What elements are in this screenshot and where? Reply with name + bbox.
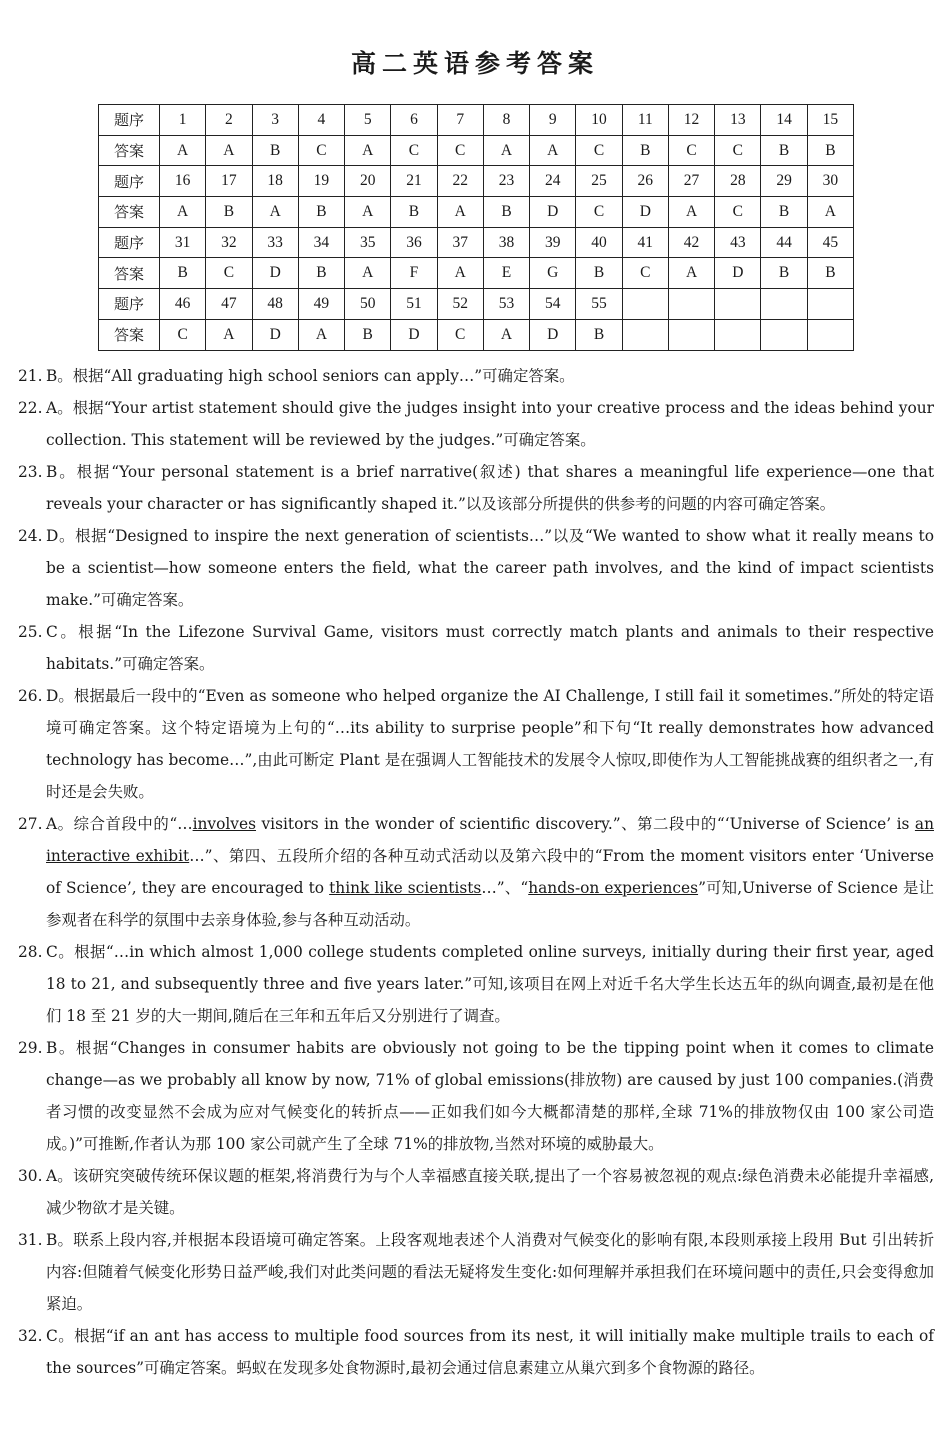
- text-segment: A。综合首段中的“…: [46, 815, 193, 833]
- table-cell: 46: [160, 289, 206, 320]
- table-cell: 42: [668, 227, 714, 258]
- underlined-phrase: hands-on experiences: [528, 879, 699, 897]
- table-cell: B: [483, 197, 529, 228]
- table-cell: 20: [345, 166, 391, 197]
- table-cell: C: [715, 197, 761, 228]
- table-cell: G: [530, 258, 576, 289]
- question-number: 26.: [18, 687, 43, 705]
- text-segment: ”可知,Universe of Science 是让参观者在科学的氛围中去亲身体验,参与各种互动活动。: [46, 879, 935, 929]
- table-cell: B: [761, 135, 807, 166]
- row-label: 答案: [99, 197, 160, 228]
- explanation-text: D。根据最后一段中的“Even as someone who helped organize the AI Challenge, I still fail it sometimes.”所处的特定语境可确定答案。这个特定语境为上句的“…its ability to surprise people”和下句“It really demonstrates how advanced technology has become…”,由此可断定 Plant 是在强调人工智能技术的发展令人惊叹,即使作为人工智能挑战赛的组织者之一,有时还是会失败。: [46, 687, 934, 801]
- table-cell: 45: [807, 227, 853, 258]
- table-cell: B: [345, 319, 391, 350]
- explanation-item: [18, 456, 934, 520]
- table-cell: 54: [530, 289, 576, 320]
- question-number: 31.: [18, 1231, 43, 1249]
- table-cell: 3: [252, 105, 298, 136]
- table-cell: 37: [437, 227, 483, 258]
- page-title: 高二英语参考答案: [350, 49, 599, 78]
- table-cell: 21: [391, 166, 437, 197]
- table-cell: B: [252, 135, 298, 166]
- explanation-text: D。根据“Designed to inspire the next generation of scientists…”以及“We wanted to show what it really means to be a scientist—how someone enters the field, what the career path involves, and the kind of impact scientists make.”可确定答案。: [46, 527, 934, 609]
- table-cell: 49: [298, 289, 344, 320]
- table-cell: 17: [206, 166, 252, 197]
- table-cell: 26: [622, 166, 668, 197]
- question-number: 23.: [18, 463, 43, 481]
- table-cell: 43: [715, 227, 761, 258]
- table-cell: [715, 319, 761, 350]
- row-label: 题序: [99, 105, 160, 136]
- explanation-text: C。根据“if an ant has access to multiple food sources from its nest, it will initially make multiple trails to each of the sources”可确定答案。蚂蚁在发现多处食物源时,最初会通过信息素建立从巢穴到多个食物源的路径。: [46, 1327, 934, 1377]
- explanation-item: [18, 1320, 934, 1384]
- table-cell: C: [437, 319, 483, 350]
- table-cell: D: [530, 319, 576, 350]
- table-cell: 25: [576, 166, 622, 197]
- table-cell: B: [298, 197, 344, 228]
- table-cell: A: [437, 258, 483, 289]
- row-label: 题序: [99, 166, 160, 197]
- table-cell: A: [483, 319, 529, 350]
- table-cell: A: [668, 197, 714, 228]
- table-cell: A: [668, 258, 714, 289]
- table-cell: A: [252, 197, 298, 228]
- explanation-text: C。根据“…in which almost 1,000 college students completed online surveys, initially during their first year, aged 18 to 21, and subsequently three and five years later.”可知,该项目在网上对近千名大学生长达五年的纵向调查,最初是在他们 18 至 21 岁的大一期间,随后在三年和五年后又分别进行了调查。: [46, 943, 934, 1025]
- table-cell: 38: [483, 227, 529, 258]
- explanation-item: [18, 936, 934, 1032]
- table-cell: 34: [298, 227, 344, 258]
- table-cell: 22: [437, 166, 483, 197]
- table-cell: 36: [391, 227, 437, 258]
- table-row: [99, 319, 854, 350]
- underlined-phrase: involves: [192, 815, 257, 833]
- table-cell: A: [206, 319, 252, 350]
- table-cell: B: [206, 197, 252, 228]
- explanation-item: [18, 1032, 934, 1160]
- table-cell: 47: [206, 289, 252, 320]
- explanation-item: [18, 616, 934, 680]
- table-cell: D: [715, 258, 761, 289]
- question-number: 25.: [18, 623, 43, 641]
- table-cell: 51: [391, 289, 437, 320]
- table-cell: 4: [298, 105, 344, 136]
- explanation-text: B。根据“All graduating high school seniors can apply…”可确定答案。: [46, 367, 575, 385]
- table-cell: 52: [437, 289, 483, 320]
- table-cell: 40: [576, 227, 622, 258]
- table-cell: 31: [160, 227, 206, 258]
- table-cell: [668, 289, 714, 320]
- explanation-item: [18, 1224, 934, 1320]
- table-cell: [622, 319, 668, 350]
- table-cell: 2: [206, 105, 252, 136]
- question-number: 29.: [18, 1039, 43, 1057]
- explanation-text: A。根据“Your artist statement should give the judges insight into your creative process and the ideas behind your collection. This statement will be reviewed by the judges.”可确定答案。: [46, 399, 934, 449]
- answer-table: [98, 104, 854, 351]
- table-cell: E: [483, 258, 529, 289]
- table-cell: A: [807, 197, 853, 228]
- table-row: [99, 166, 854, 197]
- table-cell: 53: [483, 289, 529, 320]
- table-cell: 15: [807, 105, 853, 136]
- table-row: [99, 135, 854, 166]
- table-cell: B: [298, 258, 344, 289]
- table-cell: C: [298, 135, 344, 166]
- table-cell: A: [483, 135, 529, 166]
- table-cell: B: [576, 319, 622, 350]
- row-label: 答案: [99, 258, 160, 289]
- table-cell: [807, 289, 853, 320]
- table-cell: C: [576, 197, 622, 228]
- explanation-text: A。该研究突破传统环保议题的框架,将消费行为与个人幸福感直接关联,提出了一个容易被忽视的观点:绿色消费未必能提升幸福感,减少物欲才是关键。: [46, 1167, 934, 1217]
- question-number: 22.: [18, 399, 43, 417]
- table-cell: B: [622, 135, 668, 166]
- table-cell: A: [160, 135, 206, 166]
- table-cell: 28: [715, 166, 761, 197]
- table-cell: A: [530, 135, 576, 166]
- explanation-item: [18, 520, 934, 616]
- table-cell: 24: [530, 166, 576, 197]
- table-cell: 48: [252, 289, 298, 320]
- question-number: 27.: [18, 815, 43, 833]
- table-row: [99, 258, 854, 289]
- explanation-item: [18, 392, 934, 456]
- table-cell: 7: [437, 105, 483, 136]
- table-cell: 9: [530, 105, 576, 136]
- table-cell: A: [345, 197, 391, 228]
- explanation-item: [18, 680, 934, 808]
- underlined-phrase: an interactive exhibit: [46, 815, 934, 865]
- explanation-item: [18, 1160, 934, 1224]
- table-cell: A: [345, 258, 391, 289]
- table-cell: D: [622, 197, 668, 228]
- explanation-text: B。根据“Your personal statement is a brief narrative(叙述) that shares a meaningful life experience—one that reveals your character or has significantly shaped it.”以及该部分所提供的供参考的问题的内容可确定答案。: [46, 463, 934, 513]
- table-cell: 33: [252, 227, 298, 258]
- table-cell: B: [807, 258, 853, 289]
- table-cell: D: [530, 197, 576, 228]
- table-cell: [761, 289, 807, 320]
- text-segment: …”、“: [481, 879, 529, 897]
- explanation-text: B。联系上段内容,并根据本段语境可确定答案。上段客观地表述个人消费对气候变化的影响有限,本段则承接上段用 But 引出转折内容:但随着气候变化形势日益严峻,我们对此类问题的看法无疑将发生变化:如何理解并承担我们在环境问题中的责任,只会变得愈加紧迫。: [46, 1231, 934, 1313]
- row-label: 答案: [99, 135, 160, 166]
- table-cell: 14: [761, 105, 807, 136]
- row-label: 题序: [99, 289, 160, 320]
- table-cell: D: [252, 319, 298, 350]
- table-cell: B: [160, 258, 206, 289]
- table-cell: C: [391, 135, 437, 166]
- table-row: [99, 197, 854, 228]
- table-cell: 19: [298, 166, 344, 197]
- table-cell: A: [345, 135, 391, 166]
- explanation-list: [18, 360, 934, 1384]
- underlined-phrase: think like scientists: [329, 879, 482, 897]
- table-cell: 6: [391, 105, 437, 136]
- explanation-item: [18, 808, 934, 936]
- table-cell: 8: [483, 105, 529, 136]
- table-cell: 50: [345, 289, 391, 320]
- table-cell: 23: [483, 166, 529, 197]
- table-cell: C: [622, 258, 668, 289]
- table-cell: 12: [668, 105, 714, 136]
- table-cell: A: [160, 197, 206, 228]
- explanation-text: [46, 815, 934, 929]
- table-cell: 11: [622, 105, 668, 136]
- question-number: 28.: [18, 943, 43, 961]
- table-cell: B: [391, 197, 437, 228]
- question-number: 30.: [18, 1167, 43, 1185]
- table-cell: 13: [715, 105, 761, 136]
- explanation-text: B。根据“Changes in consumer habits are obviously not going to be the tipping point when it comes to climate change—as we probably all know by now, 71% of global emissions(排放物) are caused by just 100 companies.(消费者习惯的改变显然不会成为应对气候变化的转折点——正如我们如今大概都清楚的那样,全球 71%的排放物仅由 100 家公司造成。)”可推断,作者认为那 100 家公司就产生了全球 71%的排放物,当然对环境的威胁最大。: [46, 1039, 934, 1153]
- table-cell: A: [437, 197, 483, 228]
- table-cell: [715, 289, 761, 320]
- text-segment: …”、第四、五段所介绍的各种互动式活动以及第六段中的“From the moment visitors enter ‘Universe of Science’, they are encouraged to: [46, 847, 934, 897]
- row-label: 答案: [99, 319, 160, 350]
- table-cell: 32: [206, 227, 252, 258]
- table-cell: 39: [530, 227, 576, 258]
- table-cell: C: [668, 135, 714, 166]
- table-cell: 35: [345, 227, 391, 258]
- table-cell: 29: [761, 166, 807, 197]
- table-cell: 10: [576, 105, 622, 136]
- table-cell: [807, 319, 853, 350]
- table-cell: 16: [160, 166, 206, 197]
- table-cell: C: [437, 135, 483, 166]
- table-row: [99, 289, 854, 320]
- table-cell: 27: [668, 166, 714, 197]
- table-row: [99, 227, 854, 258]
- question-number: 24.: [18, 527, 43, 545]
- table-cell: B: [576, 258, 622, 289]
- table-cell: 18: [252, 166, 298, 197]
- table-cell: [761, 319, 807, 350]
- text-segment: visitors in the wonder of scientific discovery.”、第二段中的“‘Universe of Science’ is: [256, 815, 915, 833]
- table-row: [99, 105, 854, 136]
- table-cell: 1: [160, 105, 206, 136]
- table-cell: 5: [345, 105, 391, 136]
- table-cell: F: [391, 258, 437, 289]
- question-number: 21.: [18, 367, 43, 385]
- table-cell: A: [206, 135, 252, 166]
- table-cell: A: [298, 319, 344, 350]
- table-cell: C: [160, 319, 206, 350]
- table-cell: [668, 319, 714, 350]
- explanation-item: [18, 360, 934, 392]
- table-cell: 30: [807, 166, 853, 197]
- table-cell: B: [807, 135, 853, 166]
- table-cell: D: [252, 258, 298, 289]
- table-cell: C: [576, 135, 622, 166]
- table-cell: 41: [622, 227, 668, 258]
- table-cell: D: [391, 319, 437, 350]
- row-label: 题序: [99, 227, 160, 258]
- table-cell: C: [715, 135, 761, 166]
- explanation-text: C。根据“In the Lifezone Survival Game, visitors must correctly match plants and animals to their respective habitats.”可确定答案。: [46, 623, 934, 673]
- question-number: 32.: [18, 1327, 43, 1345]
- table-cell: 44: [761, 227, 807, 258]
- table-cell: B: [761, 258, 807, 289]
- table-cell: B: [761, 197, 807, 228]
- table-cell: 55: [576, 289, 622, 320]
- table-cell: C: [206, 258, 252, 289]
- table-cell: [622, 289, 668, 320]
